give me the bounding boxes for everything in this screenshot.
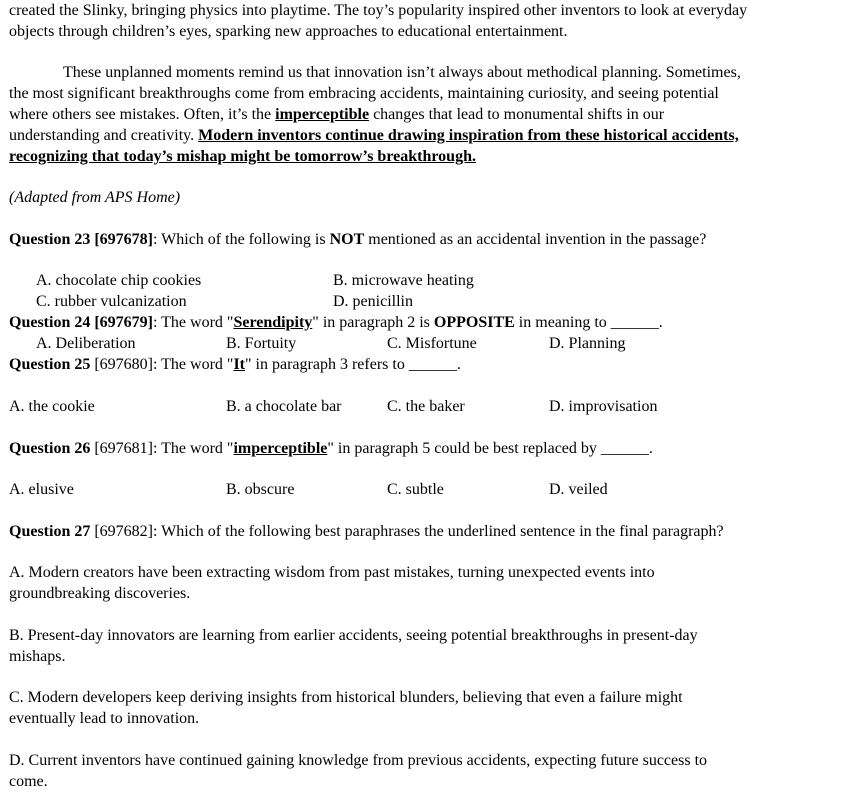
passage-line: understanding and creativity. Modern inventors continue drawing inspiration from these historical accidents, — [9, 127, 739, 144]
q25-option-a[interactable]: A. the cookie — [9, 398, 95, 415]
q23-option-b[interactable]: B. microwave heating — [333, 272, 474, 289]
option-line: eventually lead to innovation. — [9, 710, 200, 727]
q24-option-c[interactable]: C. Misfortune — [387, 335, 477, 352]
question-25: Question 25 [697680]: The word "It" in paragraph 3 refers to ______. — [9, 356, 461, 373]
option-line: C. Modern developers keep deriving insights from historical blunders, believing that even a failure might — [9, 689, 683, 706]
passage-line: These unplanned moments remind us that innovation isn’t always about methodical planning. Sometimes, — [63, 64, 741, 81]
q25-option-c[interactable]: C. the baker — [387, 398, 465, 415]
q24-option-a[interactable]: A. Deliberation — [36, 335, 136, 352]
q23-option-a[interactable]: A. chocolate chip cookies — [36, 272, 202, 289]
question-label: Question 24 [697679] — [9, 314, 153, 331]
q26-option-d[interactable]: D. veiled — [549, 481, 608, 498]
option-line: A. Modern creators have been extracting wisdom from past mistakes, turning unexpected events into — [9, 564, 655, 581]
q25-option-b[interactable]: B. a chocolate bar — [226, 398, 342, 415]
question-label: Question 23 [697678] — [9, 231, 153, 248]
source-attribution: (Adapted from APS Home) — [9, 189, 181, 206]
q24-option-d[interactable]: D. Planning — [549, 335, 626, 352]
question-26: Question 26 [697681]: The word "imperceptible" in paragraph 5 could be best replaced by ______. — [9, 440, 653, 457]
question-24: Question 24 [697679]: The word "Serendipity" in paragraph 2 is OPPOSITE in meaning to ______. — [9, 314, 663, 331]
q26-option-b[interactable]: B. obscure — [226, 481, 295, 498]
q26-option-c[interactable]: C. subtle — [387, 481, 444, 498]
option-line: come. — [9, 773, 48, 790]
passage-line: created the Slinky, bringing physics into playtime. The toy’s popularity inspired other inventors to look at everyday — [9, 2, 748, 19]
q24-option-b[interactable]: B. Fortuity — [226, 335, 297, 352]
question-label: Question 27 — [9, 523, 91, 540]
underlined-sentence: recognizing that today’s mishap might be tomorrow’s breakthrough. — [9, 148, 476, 165]
option-line: D. Current inventors have continued gaining knowledge from previous accidents, expecting future success to — [9, 752, 708, 769]
q23-option-c[interactable]: C. rubber vulcanization — [36, 293, 187, 310]
q25-option-d[interactable]: D. improvisation — [549, 398, 658, 415]
option-line: mishaps. — [9, 648, 66, 665]
option-line: B. Present-day innovators are learning from earlier accidents, seeing potential breakthroughs in present-day — [9, 627, 698, 644]
underlined-word-imperceptible: imperceptible — [275, 106, 370, 123]
question-label: Question 26 — [9, 440, 91, 457]
question-label: Question 25 — [9, 356, 91, 373]
option-line: groundbreaking discoveries. — [9, 585, 191, 602]
q23-option-d[interactable]: D. penicillin — [333, 293, 413, 310]
q26-option-a[interactable]: A. elusive — [9, 481, 74, 498]
question-27: Question 27 [697682]: Which of the following best paraphrases the underlined sentence in the final paragraph? — [9, 523, 724, 540]
underlined-sentence: Modern inventors continue drawing inspiration from these historical accidents, — [198, 127, 739, 144]
question-23: Question 23 [697678]: Which of the following is NOT mentioned as an accidental invention in the passage? — [9, 231, 707, 248]
passage-line: the most significant breakthroughs come from embracing accidents, maintaining curiosity, and seeing potential — [9, 85, 719, 102]
passage-line: where others see mistakes. Often, it’s the imperceptible changes that lead to monumental shifts in our — [9, 106, 665, 123]
passage-line: objects through children’s eyes, sparking new approaches to educational entertainment. — [9, 23, 568, 40]
